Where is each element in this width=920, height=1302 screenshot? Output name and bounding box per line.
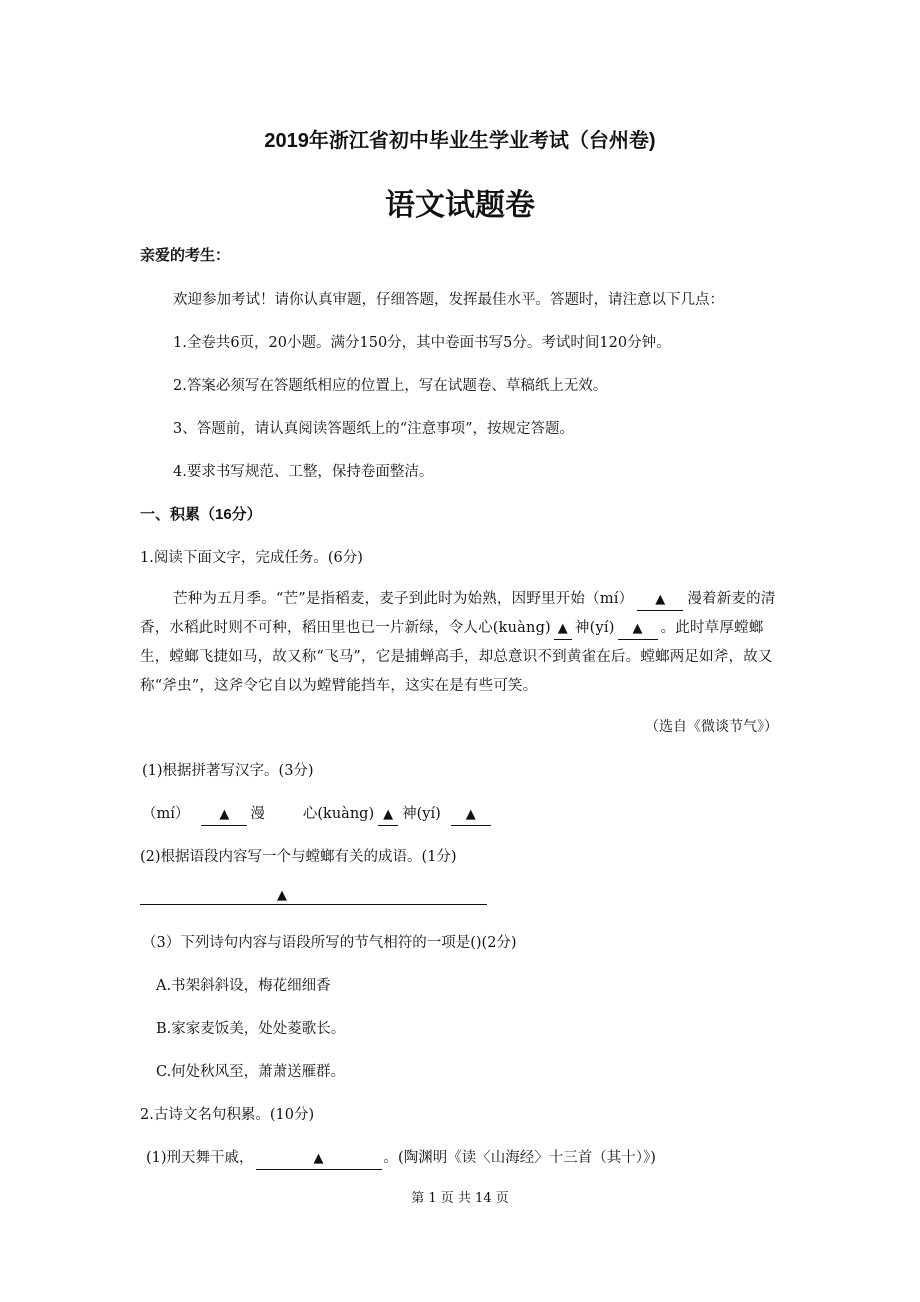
triangle-marker-icon: ▲ (465, 807, 476, 822)
passage-part-1: 芒种为五月季。“芒”是指稻麦，麦子到此时为始熟，因野里开始（mí） (173, 591, 634, 607)
pinyin-kuang: 心(kuàng) (302, 806, 375, 822)
greeting: 亲爱的考生： (140, 247, 231, 264)
welcome-text: 欢迎参加考试！请你认真审题，仔细答题，发挥最佳水平。答题时，请注意以下几点： (173, 292, 724, 308)
answer-blank[interactable] (378, 804, 398, 826)
page-number: 第 1 页 共 14 页 (411, 1191, 509, 1206)
item-1-suffix: 。(陶渊明《读〈山海经〉十三首（其十）》) (383, 1150, 656, 1166)
exam-title: 语文试题卷 (385, 189, 535, 222)
triangle-marker-icon: ▲ (313, 1151, 324, 1166)
question-1-stem: 1.阅读下面文字，完成任务。(6分) (140, 550, 363, 566)
answer-line[interactable] (140, 904, 487, 905)
question-2-item-1 (146, 1146, 656, 1170)
passage-part-4: 。此时草厚螳螂生，螳螂飞捷如马，故又称“飞马”，它是捕蝉高手，却总意识不到黄雀在后。螳螂两足如斧，故又称“斧虫”，这斧令它自以为螳臂能挡车，这实在是有些可笑。 (140, 620, 773, 694)
sub-question-2-stem: (2)根据语段内容写一个与螳螂有关的成语。(1分) (140, 849, 457, 865)
note-4: 4.要求书写规范、工整，保持卷面整洁。 (173, 464, 434, 480)
triangle-marker-icon: ▲ (557, 621, 568, 636)
note-2: 2.答案必须写在答题纸相应的位置上，写在试题卷、草稿纸上无效。 (173, 378, 608, 394)
sub-question-1-blanks (142, 802, 495, 826)
answer-blank[interactable] (451, 804, 491, 826)
exam-subtitle: 2019年浙江省初中毕业生学业考试（台州卷) (264, 130, 656, 152)
sub-question-1-stem: (1)根据拼著写汉字。(3分) (142, 763, 314, 779)
answer-blank[interactable] (201, 804, 247, 826)
item-1-prefix: (1)刑天舞干戚， (146, 1150, 254, 1166)
option-b[interactable]: B.家家麦饭美，处处菱歌长。 (156, 1021, 346, 1037)
triangle-marker-icon: ▲ (632, 621, 643, 636)
note-1: 1.全卷共6页，20小题。满分150分，其中卷面书写5分。考试时间120分钟。 (173, 335, 671, 351)
option-c[interactable]: C.何处秋风至，萧萧送雁群。 (156, 1064, 346, 1080)
option-a[interactable]: A.书架斜斜设，梅花细细香 (156, 978, 331, 994)
pinyin-mi: （mí） (142, 806, 190, 822)
question-2-stem: 2.古诗文名句积累。(10分) (140, 1107, 315, 1123)
section-heading: 一、积累（16分） (140, 506, 262, 523)
answer-blank[interactable] (256, 1148, 382, 1170)
triangle-marker-icon: ▲ (277, 888, 287, 903)
answer-blank (618, 618, 658, 640)
passage-source: （选自《微谈节气》） (645, 719, 778, 735)
answer-blank (637, 589, 683, 611)
note-3: 3、答题前，请认真阅读答题纸上的“注意事项”，按规定答题。 (173, 421, 575, 437)
passage-part-2: 漫着新麦的清香，水稻此时则不可种，稻田里也已一片新绿，令人心(kuàng) (140, 591, 776, 636)
char-man: 漫 (250, 806, 265, 822)
triangle-marker-icon: ▲ (383, 807, 394, 822)
pinyin-yi: 神(yí) (402, 806, 441, 822)
answer-blank (554, 618, 572, 640)
triangle-marker-icon: ▲ (219, 807, 230, 822)
triangle-marker-icon: ▲ (655, 592, 666, 607)
sub-question-3-stem: （3）下列诗句内容与语段所写的节气相符的一项是()(2分) (142, 935, 517, 951)
passage-part-3: 神(yí) (574, 620, 615, 636)
passage (140, 585, 785, 701)
